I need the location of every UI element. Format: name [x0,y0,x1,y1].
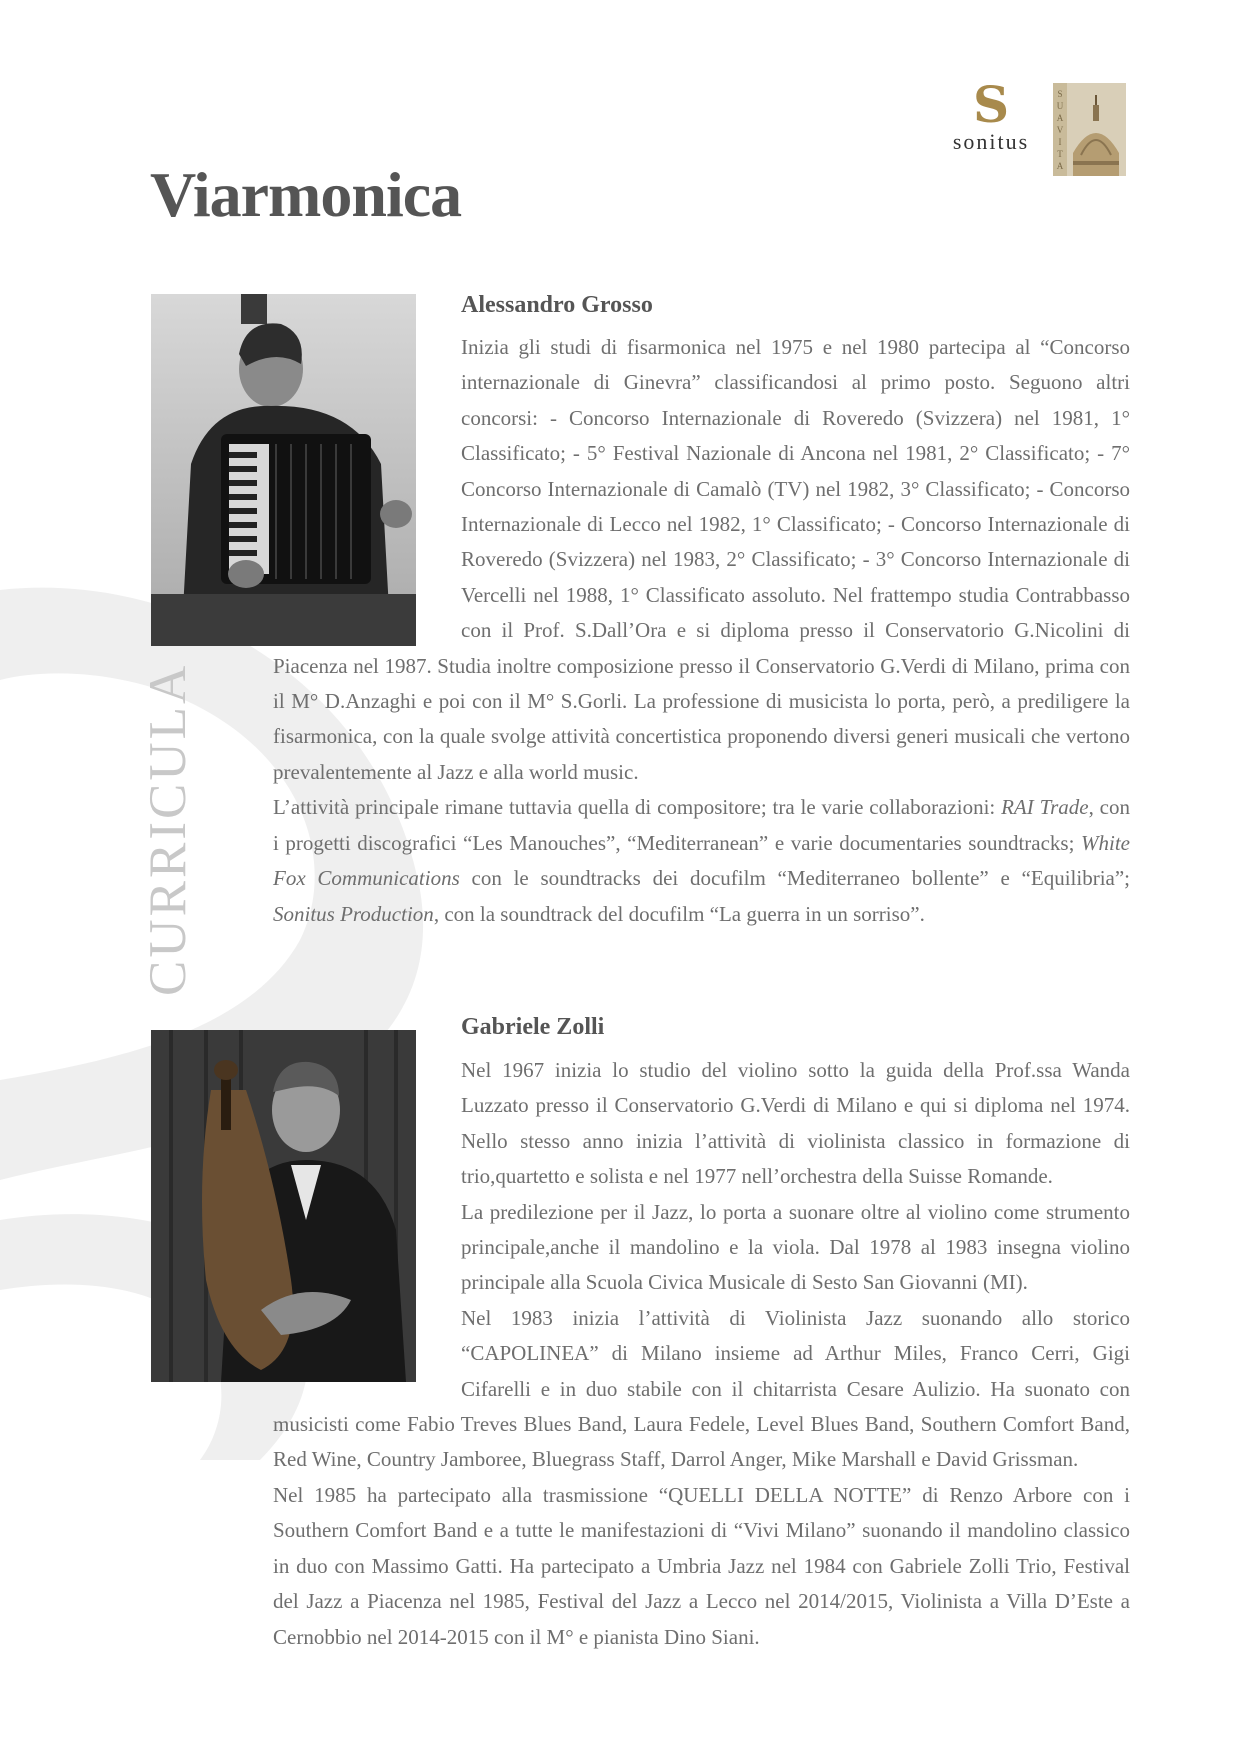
photo-spacer [273,1053,461,1383]
person-name: Alessandro Grosso [461,292,653,318]
bio-emphasis: RAI Trade [1001,795,1089,820]
bio-emphasis: White Fox Communications [273,830,1130,891]
bio-text: L’attività principale rimane tuttavia quella di compositore; tra le varie collaborazioni: [273,795,1002,820]
bio-text: , con la soundtrack del docufilm “La guerra in un sorriso”. [433,901,925,926]
svg-text:U: U [1056,101,1064,111]
person-bio [273,1053,1130,1655]
svg-text:S: S [1057,89,1063,99]
bio-paragraph: La predilezione per il Jazz, lo porta a suonare oltre al violino come strumento principale,anche il mandolino e la viola. Dal 1978 al 1983 insegna violino principale alla Scuola Civica Musicale di Sesto San Giovanni (MI). [461,1199,1130,1295]
bio-paragraph [273,790,1130,932]
svg-text:V: V [1056,125,1064,135]
svg-text:A: A [1056,161,1064,171]
sonitus-logo-mark: S [972,75,1010,134]
bio-paragraph: Nel 1967 inizia lo studio del violino sotto la guida della Prof.ssa Wanda Luzzato presso il Conservatorio G.Verdi di Milano e qui si diploma nel 1974. Nello stesso anno inizia l’attività di violinista classico in formazione di trio,quartetto e solista e nel 1977 nell’orchestra della Suisse Romande. [461,1058,1130,1189]
svg-text:I: I [1058,137,1062,147]
curricula-side-label: CURRICULA [139,662,197,996]
bio-emphasis: Sonitus Production [273,901,434,926]
bio-paragraph: Inizia gli studi di fisarmonica nel 1975 e nel 1980 partecipa al “Concorso internazionale di Ginevra” classificandosi al primo posto. Seguono altri concorsi: - Concorso Internazionale di Roveredo (Svizzera) nel 1981, 1° Classificato; - 5° Festival Nazionale di Ancona nel 1981, 2° Classificato; - 7° Concorso Internazionale di Camalò (TV) nel 1982, 3° Classificato; - Concorso Internazionale di Lecco nel 1982, 1° Classificato; - Concorso Internazionale di Roveredo (Svizzera) nel 1983, 2° Classificato; - 3° Concorso Internazionale di Vercelli nel 1988, 1° Classificato assoluto. Nel frattempo studia Contrabbasso con il Prof. S.Dall’Ora e si diploma presso il Conservatorio G.Nicolini di Piacenza nel 1987. Studia inoltre composizione presso il Conservatorio G.Verdi di Milano, prima con il M° D.Anzaghi e poi con il M° S.Gorli. La professione di musicista lo porta, però, a prediligere la fisarmonica, con la quale svolge attività concertistica proponendo diversi generi musicali che vertono prevalentemente al Jazz e alla world music. [273,335,1130,784]
bio-paragraph: Nel 1983 inizia l’attività di Violinista Jazz suonando allo storico “CAPOLINEA” di Milano insieme ad Arthur Miles, Franco Cerri, Gigi Cifarelli e in duo stabile con il chitarrista Cesare Aulizio. Ha suonato con musicisti come Fabio Treves Blues Band, Laura Fedele, Level Blues Band, Southern Comfort Band, Red Wine, Country Jamboree, Bluegrass Staff, Darrol Anger, Mike Marshall e David Grissman. [273,1305,1130,1472]
svg-text:T: T [1057,149,1063,159]
page-title: Viarmonica [150,159,462,230]
bio-text: , con i progetti discografici “Les Manouches”, “Mediterranean” e varie documentaries soundtracks; [273,795,1130,855]
photo-spacer [273,330,461,648]
bio-text: con le soundtracks dei docufilm “Mediterraneo bollente” e “Equilibria”; [459,866,1131,891]
sonitus-logo [946,75,1036,154]
bio-paragraph: Nel 1985 ha partecipato alla trasmissione “QUELLI DELLA NOTTE” di Renzo Arbore con i Southern Comfort Band e a tutte le manifestazioni di “Vivi Milano” suonando il mandolino classico in duo con Massimo Gatti. Ha partecipato a Umbria Jazz nel 1984 con Gabriele Zolli Trio, Festival del Jazz a Piacenza nel 1985, Festival del Jazz a Lecco nel 2014/2015, Violinista a Villa D’Este a Cernobbio nel 2014-2015 con il M° e pianista Dino Siani. [273,1482,1130,1649]
svg-text:A: A [1056,113,1064,123]
sonitus-logo-text: sonitus [952,129,1030,154]
person-bio [273,330,1130,932]
person-name: Gabriele Zolli [461,1014,605,1040]
suavitas-logo [1053,83,1126,176]
